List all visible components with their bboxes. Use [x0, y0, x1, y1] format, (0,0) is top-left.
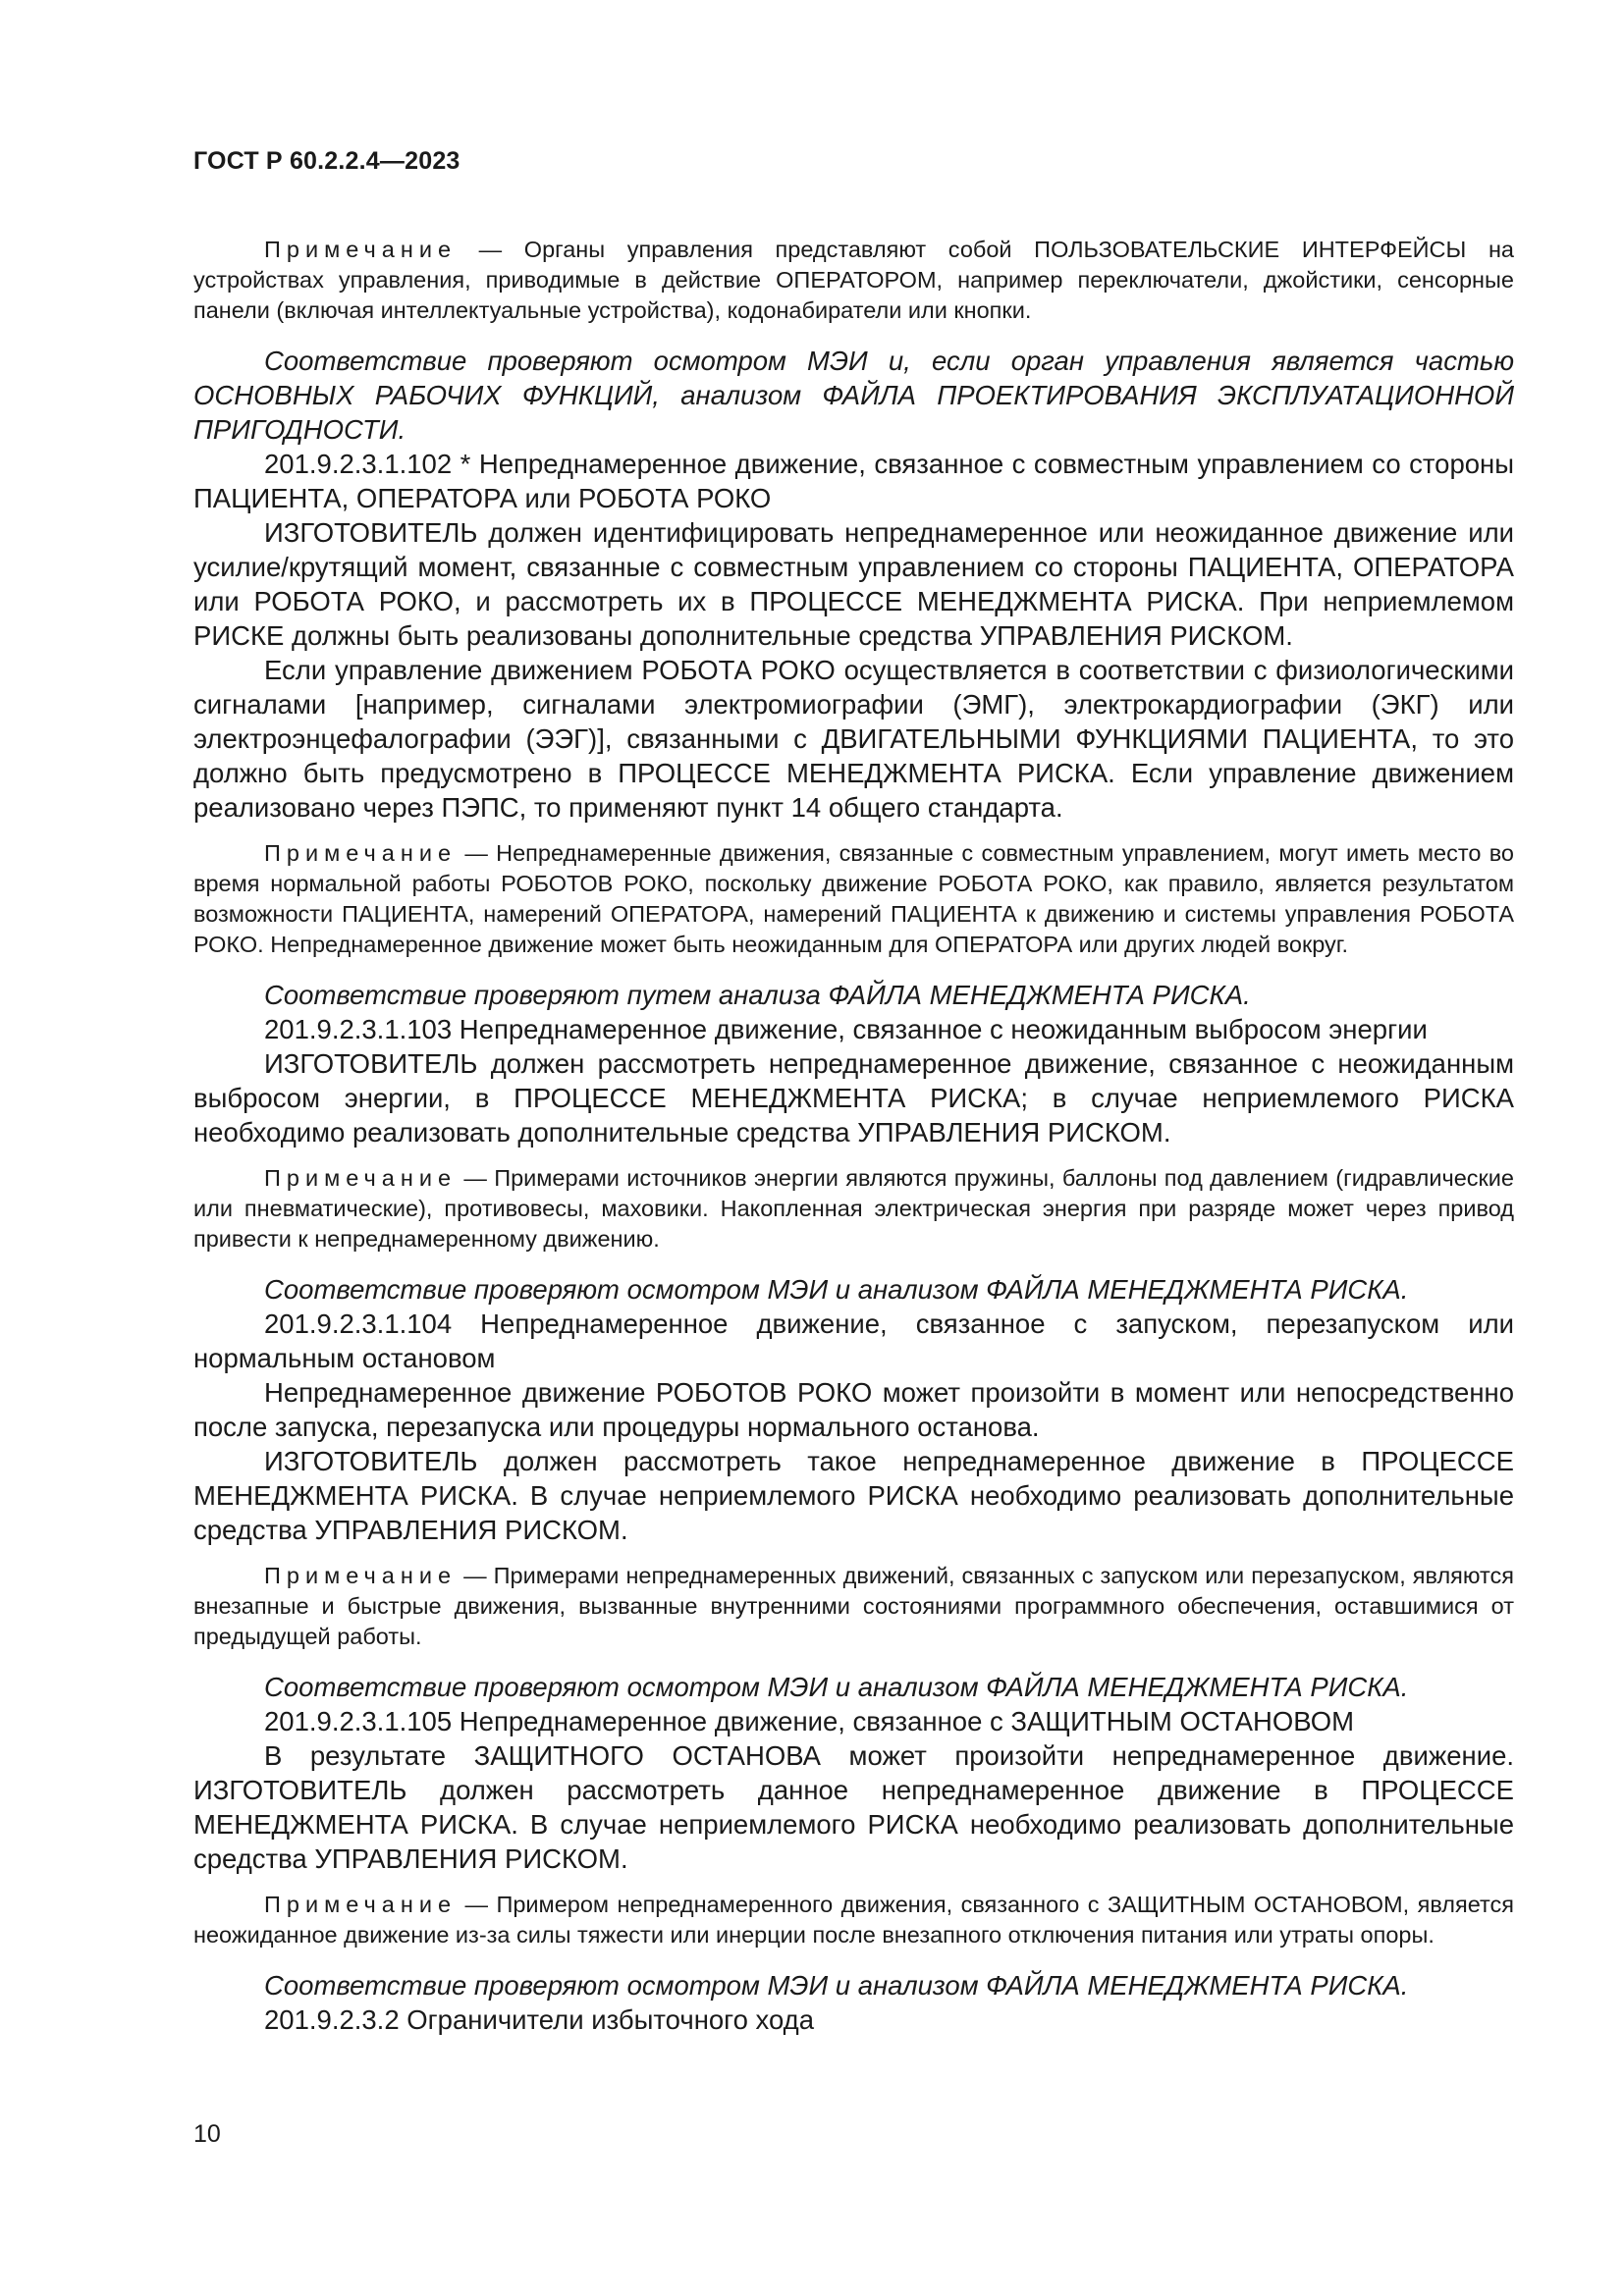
compliance-check: Соответствие проверяют осмотром МЭИ и анализом ФАЙЛА МЕНЕДЖМЕНТА РИСКА. [264, 1970, 1409, 2001]
note-text: — Органы управления представляют собой ПОЛЬЗОВАТЕЛЬСКИЕ ИНТЕРФЕЙСЫ на устройствах управления, приводимые в действие ОПЕРАТОРОМ, например переключатели, джойстики, сенсорные панели (включая интеллектуальные устройства), кодонабиратели или кнопки. [193, 237, 1514, 323]
clause-heading: 201.9.2.3.1.104 Непреднамеренное движение, связанное с запуском, перезапуском или нормальным остановом [193, 1308, 1514, 1373]
paragraph: Если управление движением РОБОТА РОКО осуществляется в соответствии с физиологическими сигналами [например, сигналами электромиографии (ЭМГ), электрокардиографии (ЭКГ) или электроэнцефалографии (ЭЭГ)], связанными с ДВИГАТЕЛЬНЫМИ ФУНКЦИЯМИ ПАЦИЕНТА, то это должно быть предусмотрено в ПРОЦЕССЕ МЕНЕДЖМЕНТА РИСКА. Если управление движением реализовано через ПЭПС, то применяют пункт 14 общего стандарта. [193, 655, 1514, 823]
note-label: Примечание [264, 1563, 458, 1588]
clause-heading: 201.9.2.3.1.105 Непреднамеренное движение, связанное с ЗАЩИТНЫМ ОСТАНОВОМ [264, 1706, 1354, 1736]
note-text: — Непреднамеренные движения, связанные с совместным управлением, могут иметь место во время нормальной работы РОБОТОВ РОКО, поскольку движение РОБОТА РОКО, как правило, является результатом возможности ПАЦИЕНТА, намерений ОПЕРАТОРА, намерений ПАЦИЕНТА к движению и системы управления РОБОТА РОКО. Непреднамеренное движение может быть неожиданным для ОПЕРАТОРА или других людей вокруг. [193, 840, 1514, 957]
compliance-check: Соответствие проверяют путем анализа ФАЙЛА МЕНЕДЖМЕНТА РИСКА. [264, 980, 1251, 1010]
note-block [193, 838, 1514, 960]
note-label: Примечание [264, 1892, 458, 1917]
compliance-check: Соответствие проверяют осмотром МЭИ и анализом ФАЙЛА МЕНЕДЖМЕНТА РИСКА. [264, 1672, 1409, 1702]
paragraph: ИЗГОТОВИТЕЛЬ должен рассмотреть непреднамеренное движение, связанное с неожиданным выбросом энергии, в ПРОЦЕССЕ МЕНЕДЖМЕНТА РИСКА; в случае неприемлемого РИСКА необходимо реализовать дополнительные средства УПРАВЛЕНИЯ РИСКОМ. [193, 1048, 1514, 1148]
paragraph: Непреднамеренное движение РОБОТОВ РОКО может произойти в момент или непосредственно после запуска, перезапуска или процедуры нормального останова. [193, 1377, 1514, 1442]
paragraph: ИЗГОТОВИТЕЛЬ должен идентифицировать непреднамеренное или неожиданное движение или усилие/крутящий момент, связанные с совместным управлением со стороны ПАЦИЕНТА, ОПЕРАТОРА или РОБОТА РОКО, и рассмотреть их в ПРОЦЕССЕ МЕНЕДЖМЕНТА РИСКА. При неприемлемом РИСКЕ должны быть реализованы дополнительные средства УПРАВЛЕНИЯ РИСКОМ. [193, 517, 1514, 651]
compliance-check: Соответствие проверяют осмотром МЭИ и, если орган управления является частью ОСНОВНЫХ РАБОЧИХ ФУНКЦИЙ, анализом ФАЙЛА ПРОЕКТИРОВАНИЯ ЭКСПЛУАТАЦИОННОЙ ПРИГОДНОСТИ. [193, 346, 1514, 445]
clause-heading: 201.9.2.3.1.102 * Непреднамеренное движение, связанное с совместным управлением со стороны ПАЦИЕНТА, ОПЕРАТОРА или РОБОТА РОКО [193, 449, 1514, 513]
clause-heading: 201.9.2.3.2 Ограничители избыточного хода [264, 2004, 815, 2035]
note-block [193, 235, 1514, 326]
note-label: Примечание [264, 1165, 458, 1191]
paragraph: ИЗГОТОВИТЕЛЬ должен рассмотреть такое непреднамеренное движение в ПРОЦЕССЕ МЕНЕДЖМЕНТА РИСКА. В случае неприемлемого РИСКА необходимо реализовать дополнительные средства УПРАВЛЕНИЯ РИСКОМ. [193, 1446, 1514, 1545]
note-text: — Примерами источников энергии являются пружины, баллоны под давлением (гидравлические или пневматические), противовесы, маховики. Накопленная электрическая энергия при разряде может через привод привести к непреднамеренному движению. [193, 1165, 1514, 1252]
compliance-check: Соответствие проверяют осмотром МЭИ и анализом ФАЙЛА МЕНЕДЖМЕНТА РИСКА. [264, 1274, 1409, 1305]
note-text: — Примерами непреднамеренных движений, связанных с запуском или перезапуском, являются внезапные и быстрые движения, вызванные внутренними состояниями программного обеспечения, оставшимися от предыдущей работы. [193, 1563, 1514, 1649]
note-text: — Примером непреднамеренного движения, связанного с ЗАЩИТНЫМ ОСТАНОВОМ, является неожиданное движение из-за силы тяжести или инерции после внезапного отключения питания или утраты опоры. [193, 1892, 1514, 1948]
note-label: Примечание [264, 237, 458, 262]
clause-heading: 201.9.2.3.1.103 Непреднамеренное движение, связанное с неожиданным выбросом энергии [264, 1014, 1428, 1044]
document-body [193, 221, 1514, 2037]
page-number: 10 [193, 2120, 221, 2148]
note-block [193, 1163, 1514, 1255]
paragraph: В результате ЗАЩИТНОГО ОСТАНОВА может произойти непреднамеренное движение. ИЗГОТОВИТЕЛЬ должен рассмотреть данное непреднамеренное движение в ПРОЦЕССЕ МЕНЕДЖМЕНТА РИСКА. В случае неприемлемого РИСКА необходимо реализовать дополнительные средства УПРАВЛЕНИЯ РИСКОМ. [193, 1740, 1514, 1874]
note-block [193, 1561, 1514, 1652]
note-block [193, 1890, 1514, 1950]
document-code-header: ГОСТ Р 60.2.2.4—2023 [193, 147, 460, 175]
note-label: Примечание [264, 840, 458, 866]
